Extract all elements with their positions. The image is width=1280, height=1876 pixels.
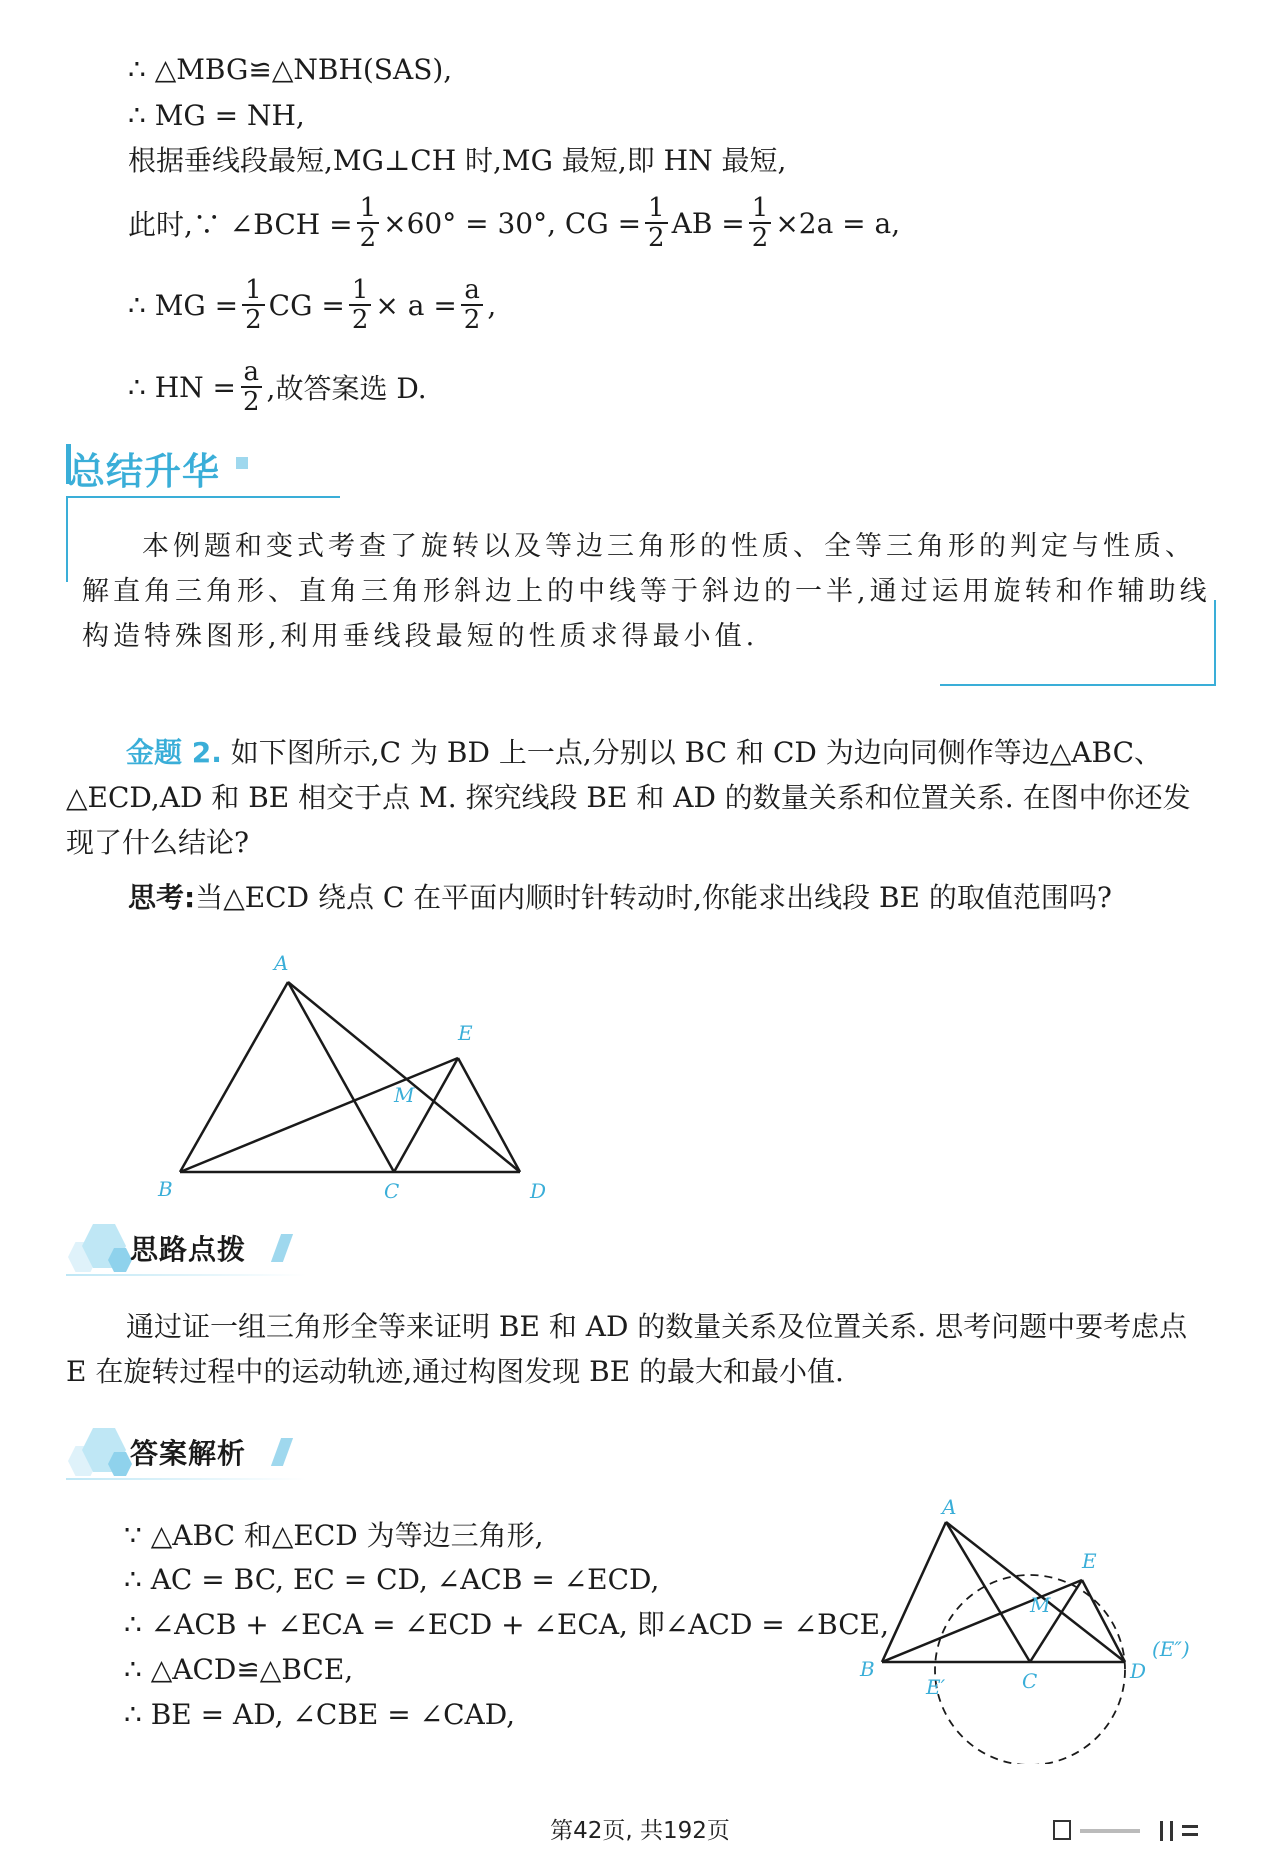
frac-den: 2 (751, 223, 769, 253)
frac-num: 1 (349, 276, 372, 306)
hint-heading: 思路点拨 (130, 1233, 247, 1266)
l5-mid1: CG = (268, 288, 345, 322)
frac-den: 2 (359, 223, 377, 253)
scroll-bar-icon (1080, 1829, 1140, 1833)
answer-line-5: ∴ BE = AD, ∠CBE = ∠CAD, (124, 1698, 516, 1731)
segment-BE (882, 1580, 1082, 1662)
solution-line-5 (128, 276, 496, 334)
summary-text: 本例题和变式考查了旋转以及等边三角形的性质、全等三角形的判定与性质、解直角三角形、直角三角形斜边上的中线等于斜边的一半,通过运用旋转和作辅助线构造特殊图形,利用垂线段最短的性质求得最小值. (82, 531, 1211, 652)
answer-line-3: ∴ ∠ACB + ∠ECA = ∠ECD + ∠ECA, 即∠ACD = ∠BCE, (124, 1608, 889, 1641)
problem-text: 如下图所示,C 为 BD 上一点,分别以 BC 和 CD 为边向同侧作等边△ABC、△ECD,AD 和 BE 相交于点 M. 探究线段 BE 和 AD 的数量关系和位置关系. 在图中你还发现了什么结论? (66, 736, 1191, 859)
label-E: E (458, 1021, 473, 1045)
frac-num: 1 (749, 194, 772, 224)
problem-paragraph (66, 730, 1216, 865)
frac-num: 1 (645, 194, 668, 224)
label-D: D (1130, 1659, 1147, 1683)
summary-box-bottom-line (940, 684, 1216, 686)
segment-AD (946, 1522, 1125, 1662)
think-line (128, 880, 1112, 916)
segment-ED (458, 1058, 520, 1172)
slash-decoration (271, 1234, 293, 1262)
segment-BE (180, 1058, 458, 1172)
answer-line-2: ∴ AC = BC, EC = CD, ∠ACB = ∠ECD, (124, 1563, 660, 1596)
summary-box-right-line (1214, 600, 1216, 686)
menu-icon (1182, 1833, 1198, 1836)
frac-num: 1 (242, 276, 265, 306)
l5-mid2: × a = (375, 288, 457, 322)
frac-num: 1 (357, 194, 380, 224)
footer-toolbar-icons (1050, 1815, 1250, 1845)
label-M: M (394, 1083, 415, 1107)
solution-line-4 (128, 194, 900, 252)
label-E-prime: E′ (926, 1675, 946, 1699)
page-icon (1054, 1821, 1070, 1839)
l5-mid3: , (487, 288, 497, 322)
solution-line-2: ∴ MG = NH, (128, 99, 305, 132)
segment-AB (180, 982, 288, 1172)
label-B: B (860, 1657, 875, 1681)
segment-AC (288, 982, 394, 1172)
summary-box-top-line (66, 496, 340, 498)
menu-icon (1182, 1825, 1198, 1828)
fraction (242, 276, 265, 334)
page-footer: 第42页, 共192页 (550, 1818, 730, 1844)
figure-1-diagram (150, 940, 570, 1200)
answer-line-1: ∵ △ABC 和△ECD 为等边三角形, (124, 1519, 544, 1552)
answer-heading: 答案解析 (130, 1437, 247, 1470)
answer-line-4: ∴ △ACD≌△BCE, (124, 1653, 354, 1686)
l6-prefix: ∴ HN = (128, 370, 236, 404)
answer-section-header (66, 1424, 326, 1484)
figure-2-diagram (850, 1494, 1250, 1764)
think-label: 思考: (128, 881, 196, 914)
label-D: D (530, 1179, 547, 1200)
divider-icon (1170, 1821, 1173, 1841)
label-C: C (1022, 1669, 1038, 1693)
slash-decoration (271, 1438, 293, 1466)
divider-icon (1160, 1821, 1163, 1841)
label-B: B (158, 1177, 173, 1200)
fraction (645, 194, 668, 252)
label-E-double-prime: (E″) (1152, 1637, 1190, 1661)
header-underline (66, 1478, 306, 1480)
solution-line-1: ∴ △MBG≌△NBH(SAS), (128, 53, 453, 86)
label-A: A (942, 1495, 957, 1519)
l4-mid2: AB = (671, 206, 745, 240)
frac-num: a (241, 358, 263, 388)
segment-ED (1082, 1580, 1125, 1662)
solution-line-6 (128, 358, 427, 416)
fraction (240, 358, 263, 416)
fraction (749, 194, 772, 252)
fraction (461, 276, 484, 334)
frac-den: 2 (463, 305, 481, 335)
frac-den: 2 (648, 223, 665, 253)
summary-heading-square (236, 457, 248, 469)
fraction (357, 194, 380, 252)
l4-prefix: 此时,∵ ∠BCH = (128, 208, 353, 241)
think-text: 当△ECD 绕点 C 在平面内顺时针转动时,你能求出线段 BE 的取值范围吗? (195, 881, 1112, 914)
label-E: E (1082, 1549, 1097, 1573)
header-underline (66, 1274, 306, 1276)
frac-num: a (461, 276, 483, 306)
l4-mid1: ×60° = 30°, CG = (383, 206, 642, 240)
summary-box-left-line (66, 496, 68, 582)
fraction (349, 276, 372, 334)
l4-mid3: ×2a = a, (775, 206, 901, 240)
l6-mid1: ,故答案选 D. (266, 372, 427, 405)
frac-den: 2 (245, 305, 262, 335)
summary-heading: 总结升华 (68, 450, 220, 493)
problem-label: 金题 2. (126, 736, 222, 769)
frac-den: 2 (351, 305, 369, 335)
frac-den: 2 (243, 387, 260, 417)
solution-line-3: 根据垂线段最短,MG⊥CH 时,MG 最短,即 HN 最短, (128, 144, 787, 177)
segment-AC (946, 1522, 1030, 1662)
label-C: C (384, 1179, 400, 1200)
segment-AD (288, 982, 520, 1172)
label-M: M (1030, 1593, 1051, 1617)
hint-text: 通过证一组三角形全等来证明 BE 和 AD 的数量关系及位置关系. 思考问题中要考虑点 E 在旋转过程中的运动轨迹,通过构图发现 BE 的最大和最小值. (66, 1310, 1188, 1388)
l5-prefix: ∴ MG = (128, 288, 239, 322)
hint-section-header (66, 1220, 326, 1280)
label-A: A (274, 951, 289, 975)
